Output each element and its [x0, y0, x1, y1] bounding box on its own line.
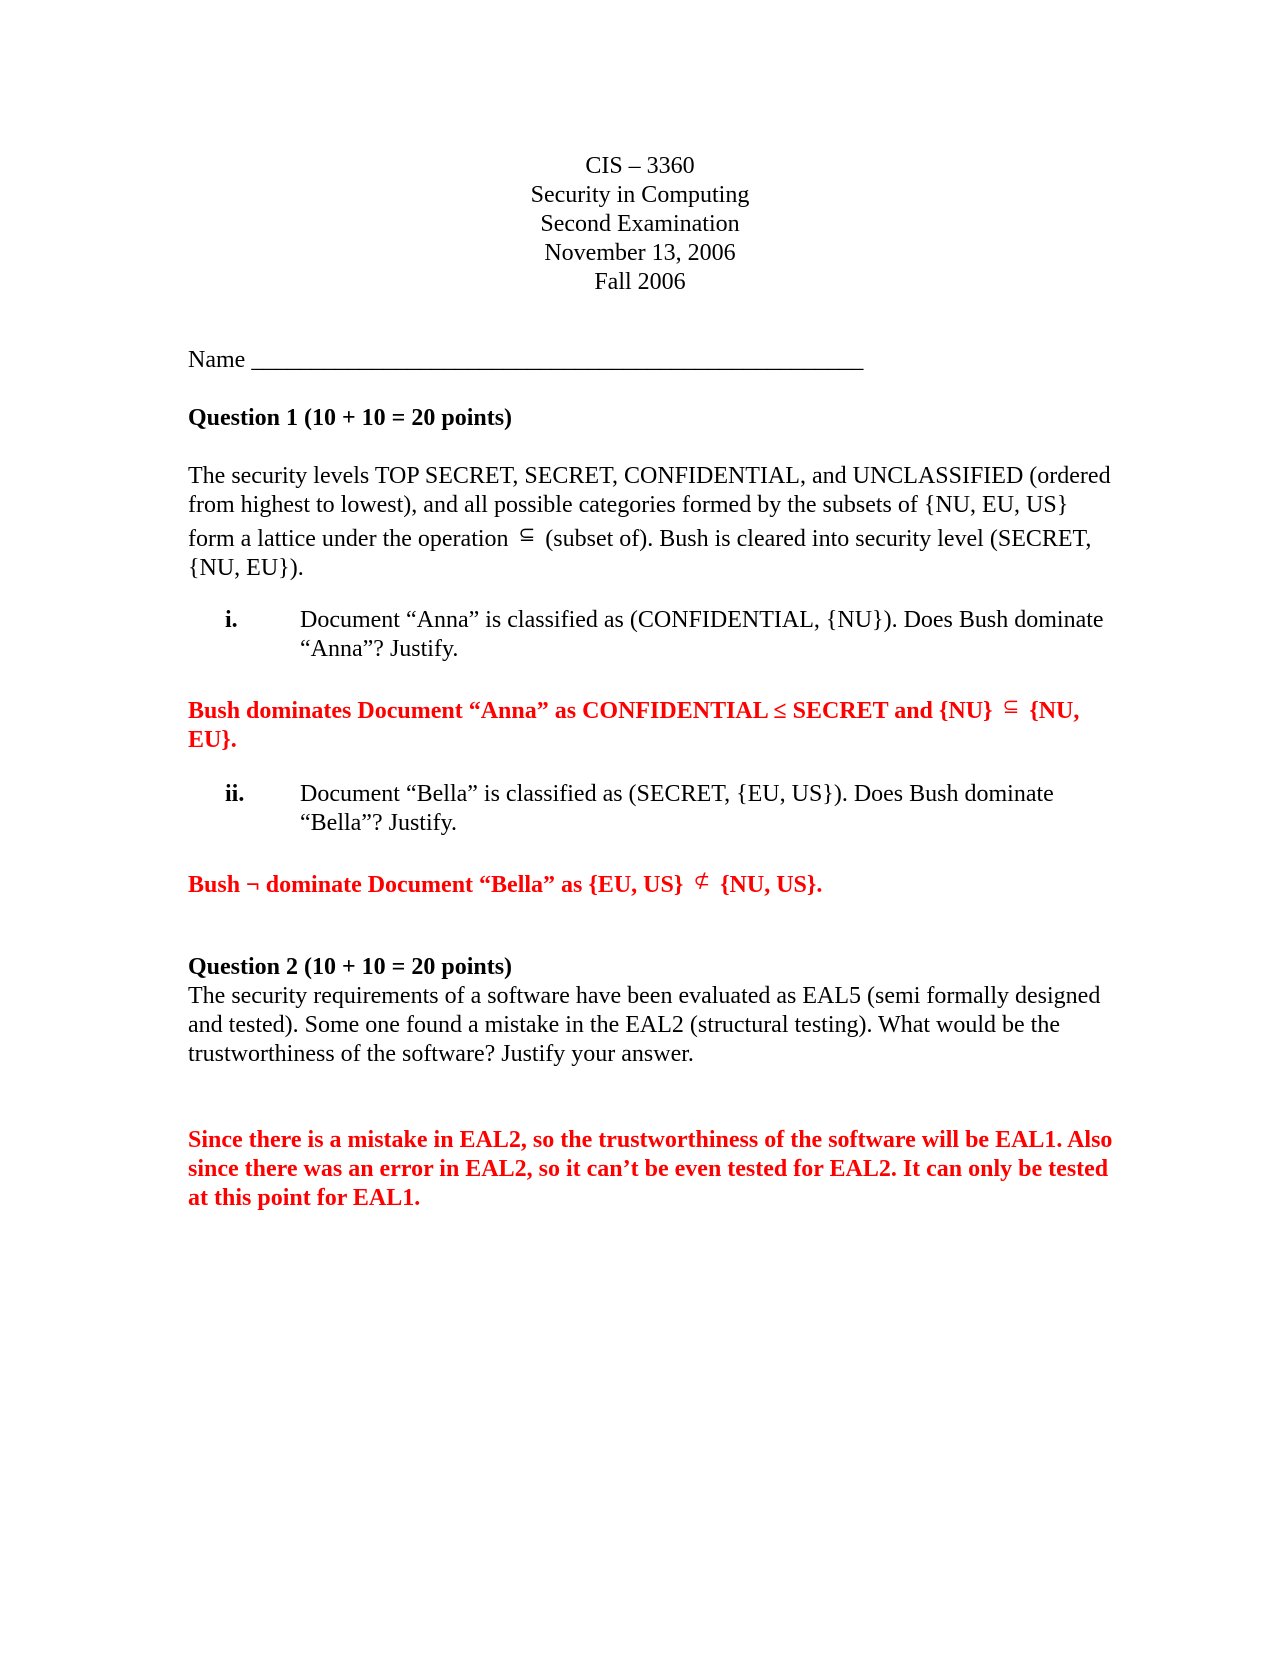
exam-date: November 13, 2006 [544, 240, 736, 266]
exam-term: Fall 2006 [594, 269, 686, 295]
part-number: ii. [225, 781, 245, 807]
question-1-intro-text: The security levels TOP SECRET, SECRET, CONFIDENTIAL, and UNCLASSIFIED (ordered from highest to lowest), and all possible categories formed by the subsets of {NU, EU, US} form a lattice under the operation [188, 463, 1111, 552]
part-text: Document “Bella” is classified as (SECRET, {EU, US}). Does Bush dominate “Bella”? Justify. [300, 781, 1054, 836]
question-1-intro-text-continued: (subset of). Bush is cleared into security level (SECRET, {NU, EU}). [188, 526, 1092, 581]
course-code: CIS – 3360 [585, 153, 695, 179]
question-1-heading: Question 1 (10 + 10 = 20 points) [188, 405, 513, 431]
answer-text: Bush dominates Document “Anna” as CONFIDENTIAL ≤ SECRET and {NU} [188, 698, 993, 724]
part-number: i. [225, 607, 238, 633]
answer-part-ii [188, 866, 1118, 900]
answer-text-continued: {NU, EU}. [188, 698, 1080, 753]
name-blank-line[interactable]: ___________________________________________________ [251, 347, 864, 373]
answer-text-continued: {NU, US}. [720, 872, 823, 898]
question-2-text: The security requirements of a software have been evaluated as EAL5 (semi formally designed and tested). Some one found a mistake in the EAL2 (structural testing). What would be the trustworthiness of the software? Justify your answer. [188, 983, 1101, 1067]
part-text: Document “Anna” is classified as (CONFIDENTIAL, {NU}). Does Bush dominate “Anna”? Justify. [300, 607, 1104, 662]
subset-symbol: ⊆ [518, 522, 536, 546]
exam-header [0, 152, 1280, 297]
question-1-intro [188, 462, 1118, 583]
answer-text: Bush ¬ dominate Document “Bella” as {EU, US} [188, 872, 684, 898]
subset-symbol: ⊆ [1002, 694, 1020, 718]
course-title: Security in Computing [530, 182, 750, 208]
question-2-answer: Since there is a mistake in EAL2, so the trustworthiness of the software will be EAL1. Also since there was an error in EAL2, so it can’t be even tested for EAL2. It can only be tested at this point for EAL1. [188, 1127, 1113, 1211]
exam-title: Second Examination [540, 211, 740, 237]
question-2-heading: Question 2 (10 + 10 = 20 points) [188, 954, 513, 980]
answer-part-i [188, 692, 1118, 755]
not-subset-symbol: ⊄ [693, 868, 711, 892]
name-label: Name [188, 347, 246, 373]
name-field [188, 346, 1118, 375]
